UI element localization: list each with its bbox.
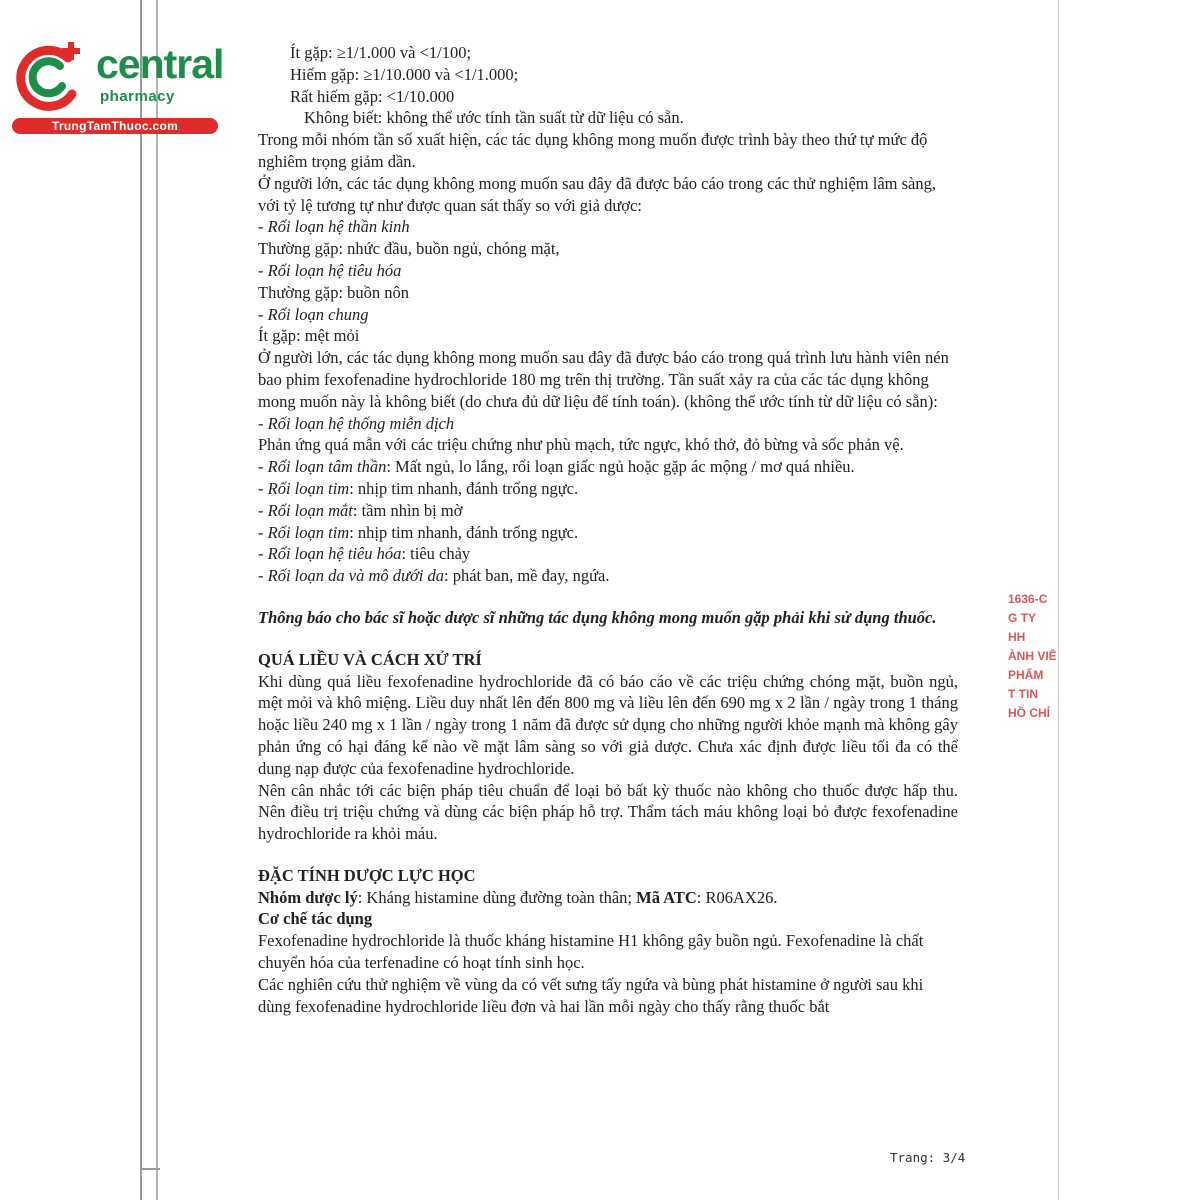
page-number: Trang: 3/4 xyxy=(890,1150,966,1165)
disorder-item xyxy=(258,543,958,565)
text-line: Hiếm gặp: ≥1/10.000 và <1/1.000; xyxy=(290,64,519,84)
text-line: Ít gặp: mệt mỏi xyxy=(258,326,360,346)
stamp-line: PHẨM xyxy=(1008,668,1044,682)
text-line: Trong mỗi nhóm tần số xuất hiện, các tác dụng không mong muốn được trình bày theo thứ tự mức độ nghiêm trọng giảm dần. xyxy=(258,130,928,171)
paragraph: Khi dùng quá liều fexofenadine hydrochloride đã có báo cáo về các triệu chứng chóng mặt, buồn ngủ, mệt mỏi và khô miệng. Liều duy nhất lên đến 800 mg và liều lên đến 690 mg x 2 lần / ngày trong 1 tháng hoặc liều 240 mg x 1 lần / ngày trong 1 năm đã được sử dụng cho những người khỏe mạnh mà không gây phản ứng có hại đáng kể nào về mặt lâm sàng so với giả dược. Chưa xác định được liều tối đa có thể dung nạp được của fexofenadine hydrochloride. xyxy=(258,671,958,778)
text-line: Rất hiếm gặp: <1/10.000 xyxy=(290,86,455,106)
stamp-line: HỒ CHÍ xyxy=(1008,706,1050,720)
disorder-text: : phát ban, mề đay, ngứa. xyxy=(444,566,610,586)
company-stamp xyxy=(1008,590,1068,760)
text-line: Ít gặp: ≥1/1.000 và <1/100; xyxy=(290,43,472,62)
stamp-line: T TIN xyxy=(1008,687,1038,701)
pharmacodynamics-section xyxy=(258,865,958,1018)
paragraph: Nên cân nhắc tới các biện pháp tiêu chuẩn để loại bỏ bất kỳ thuốc nào không cho thuốc được hấp thu. Nên điều trị triệu chứng và dùng các biện pháp hỗ trợ. Thẩm tách máu không loại bỏ được fexofenadine hydrochloride ra khỏi máu. xyxy=(258,780,958,844)
overdose-section xyxy=(258,649,958,845)
disorder-label: - Rối loạn tâm thần xyxy=(258,457,387,477)
scan-edge-left xyxy=(140,0,142,1200)
logo-subtitle: pharmacy xyxy=(100,88,175,105)
text-line: Phản ứng quá mẫn với các triệu chứng như phù mạch, tức ngực, khó thở, đỏ bừng và sốc phản vệ. xyxy=(258,435,904,455)
logo-name: central xyxy=(96,41,224,87)
disorder-text: : Mất ngủ, lo lắng, rối loạn giấc ngủ hoặc gặp ác mộng / mơ quá nhiều. xyxy=(386,457,855,477)
stamp-line: ÀNH VIÊ xyxy=(1008,649,1057,663)
section-heading: QUÁ LIỀU VÀ CÁCH XỬ TRÍ xyxy=(258,649,482,669)
pharmacological-group xyxy=(258,887,958,909)
scan-edge-left-inner xyxy=(156,0,158,1200)
disorder-label: - Rối loạn hệ tiêu hóa xyxy=(258,544,402,564)
text-line: Thường gặp: buồn nôn xyxy=(258,282,410,302)
leaflet-page xyxy=(258,42,958,1017)
paragraph: Fexofenadine hydrochloride là thuốc kháng histamine H1 không gây buồn ngủ. Fexofenadine là chất chuyển hóa của terfenadine có hoạt tính sinh học. xyxy=(258,931,924,973)
disorder-heading: - Rối loạn hệ thống miễn dịch xyxy=(258,413,455,433)
disorder-text: : tầm nhìn bị mờ xyxy=(352,500,463,520)
notice-text: Thông báo cho bác sĩ hoặc dược sĩ những tác dụng không mong muốn gặp phải khi sử dụng thuốc. xyxy=(258,607,937,627)
group-text: : Kháng histamine dùng đường toàn thân; xyxy=(357,887,637,907)
disorder-item xyxy=(258,565,958,587)
disorder-heading: - Rối loạn hệ tiêu hóa xyxy=(258,260,402,280)
text-line: Ở người lớn, các tác dụng không mong muốn sau đây đã được báo cáo trong các thử nghiệm lâm sàng, với tỷ lệ tương tự như được quan sát thấy so với giả dược: xyxy=(258,173,937,215)
disorder-text: : nhịp tim nhanh, đánh trống ngực. xyxy=(349,478,579,498)
pharmacy-logo-icon xyxy=(10,36,90,116)
group-label: Nhóm dược lý xyxy=(258,887,358,907)
disorder-item xyxy=(258,500,958,522)
disorder-heading: - Rối loạn chung xyxy=(258,304,369,324)
logo-url[interactable]: TrungTamThuoc.com xyxy=(12,118,218,134)
disorder-text: : nhịp tim nhanh, đánh trống ngực. xyxy=(349,522,579,542)
disorder-label: - Rối loạn tim xyxy=(258,522,350,542)
section-heading: ĐẶC TÍNH DƯỢC LỰC HỌC xyxy=(258,865,476,885)
text-line: Ở người lớn, các tác dụng không mong muốn sau đây đã được báo cáo trong quá trình lưu hành viên nén bao phim fexofenadine hydrochloride 180 mg trên thị trường. Tần suất xảy ra của các tác dụng không mong muốn này là không biết (do chưa đủ dữ liệu để tính toán). (không thể ước tính từ dữ liệu có sẵn): xyxy=(258,348,949,411)
stamp-line: 1636-C xyxy=(1008,592,1048,606)
atc-text: : R06AX26. xyxy=(696,887,778,907)
subsection-heading: Cơ chế tác dụng xyxy=(258,909,373,929)
disorder-item xyxy=(258,522,958,544)
atc-label: Mã ATC xyxy=(636,887,697,907)
disorder-item xyxy=(258,478,958,500)
paragraph: Các nghiên cứu thử nghiệm về vùng da có vết sưng tấy ngứa và bùng phát histamine ở người sau khi dùng fexofenadine hydrochloride liều đơn và hai lần mỗi ngày cho thấy rằng thuốc bắt xyxy=(258,974,924,1016)
disorder-label: - Rối loạn mắt xyxy=(258,500,353,520)
text-line: Không biết: không thể ước tính tần suất từ dữ liệu có sẵn. xyxy=(304,108,684,128)
central-pharmacy-logo[interactable] xyxy=(10,36,224,136)
scan-edge-bottom xyxy=(140,1168,160,1170)
disorder-label: - Rối loạn tim xyxy=(258,478,350,498)
disorder-item xyxy=(258,456,958,478)
disorder-text: : tiêu chảy xyxy=(401,544,471,564)
disorder-heading: - Rối loạn hệ thần kinh xyxy=(258,217,410,237)
stamp-line: G TY xyxy=(1008,611,1037,625)
adverse-effects-section xyxy=(258,42,958,629)
text-line: Thường gặp: nhức đầu, buồn ngủ, chóng mặt, xyxy=(258,239,560,259)
disorder-label: - Rối loạn da và mô dưới da xyxy=(258,566,444,586)
stamp-line: HH xyxy=(1008,630,1026,644)
